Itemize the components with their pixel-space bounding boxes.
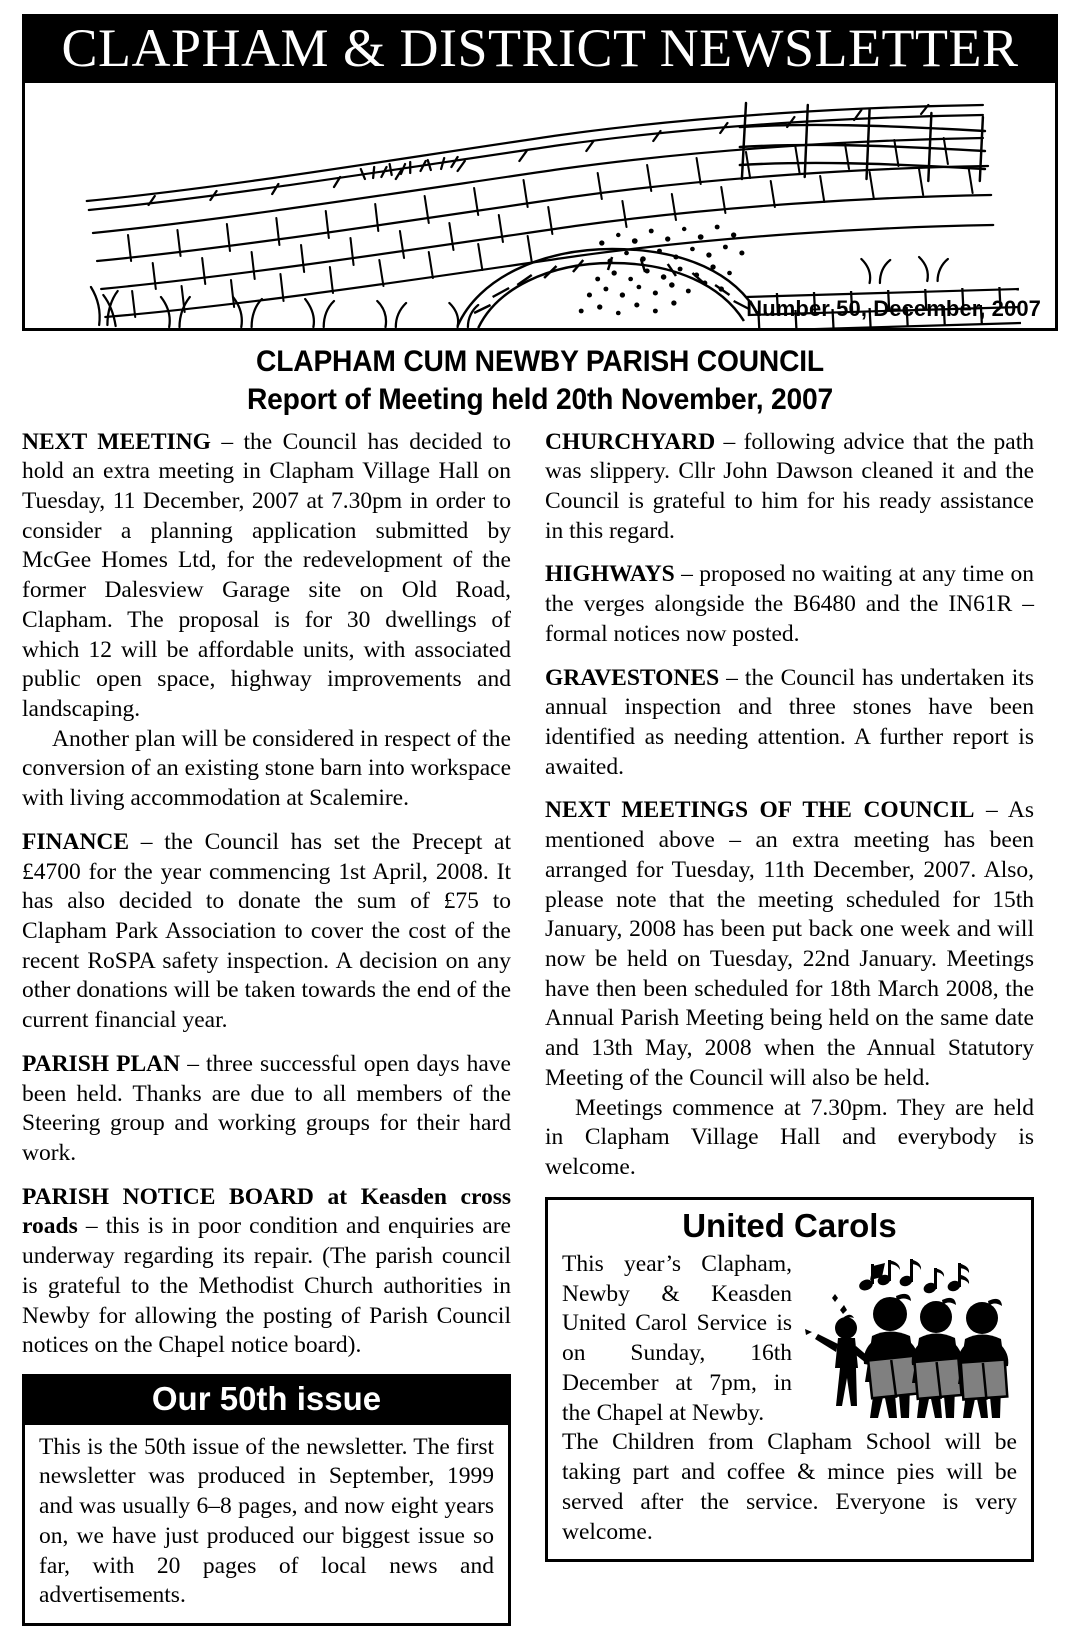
article-columns <box>0 428 1080 1626</box>
section-next-meeting <box>22 428 511 725</box>
masthead <box>22 14 1058 331</box>
fiftieth-issue-body <box>25 1425 508 1623</box>
section-lead-churchyard: CHURCHYARD <box>545 429 715 455</box>
section-lead-next-meeting: NEXT MEETING <box>22 429 211 455</box>
newsletter-page <box>0 14 1080 1615</box>
left-column <box>22 428 511 1626</box>
newsletter-title: CLAPHAM & DISTRICT NEWSLETTER <box>25 21 1055 75</box>
section-churchyard <box>545 428 1034 547</box>
section-text-finance: – the Council has set the Precept at £4700 for the year commencing 1st April, 2008. It has also decided to donate the sum of £75 to Clapham Park Association to cover the cost of the recent RoSPA safety inspection. A decision on any other donations will be taken towards the end of the current financial year. <box>22 829 511 1033</box>
section-text-gravestones: – the Council has undertaken its annual inspection and three stones have been identified as needing attention. A further report is awaited. <box>545 665 1034 780</box>
united-carols-body <box>562 1250 1017 1547</box>
section-highways <box>545 560 1034 649</box>
section-text-parish-plan: – three successful open days have been held. Thanks are due to all members of the Steering group and working groups for their hard work. <box>22 1051 511 1166</box>
section-finance <box>22 828 511 1036</box>
page-subtitle: Report of Meeting held 20th November, 2007 <box>32 382 1047 418</box>
dry-stone-bridge-illustration <box>25 83 1055 328</box>
page-title: CLAPHAM CUM NEWBY PARISH COUNCIL <box>32 345 1047 380</box>
section-lead-parish-plan: PARISH PLAN <box>22 1051 180 1077</box>
section-parish-notice-board <box>22 1183 511 1361</box>
carol-singers-illustration <box>802 1254 1017 1424</box>
united-carols-box <box>545 1197 1034 1562</box>
section-meetings-commence: Meetings commence at 7.30pm. They are held in Clapham Village Hall and everybody is welcome. <box>545 1094 1034 1183</box>
page-title-block <box>0 345 1080 418</box>
section-parish-plan <box>22 1050 511 1169</box>
section-next-meetings-of-council <box>545 796 1034 1093</box>
united-carols-details: The Children from Clapham School will be taking part and coffee & mince pies will be served after the service. Everyone is very welcome. <box>562 1428 1017 1547</box>
section-text-next-meetings: – As mentioned above – an extra meeting has been arranged for Tuesday, 11th December, 2007. Also, please note that the meeting scheduled for 15th January, 2008 has been put back one week and will now be held on Tuesday, 22nd January. Meetings have then been scheduled for 18th March 2008, the Annual Parish Meeting being held on the same date and 13th May, 2008 when the Annual Statutory Meeting of the Council will also be held. <box>545 797 1034 1090</box>
section-lead-gravestones: GRAVESTONES <box>545 665 719 691</box>
united-carols-title: United Carols <box>562 1208 1017 1244</box>
united-carols-intro: This year’s Clapham, Newby & Keasden United Carol Service is on Sunday, 16th December at 7pm, in the Chapel at Newby. <box>562 1250 1017 1428</box>
section-lead-parish-notice-board: PARISH NOTICE BOARD at Keasden cross roads <box>22 1184 511 1240</box>
section-text-highways: – proposed no waiting at any time on the verges alongside the B6480 and the IN61R – formal notices now posted. <box>545 561 1034 646</box>
right-column <box>545 428 1034 1563</box>
section-lead-finance: FINANCE <box>22 829 129 855</box>
fiftieth-issue-text: This is the 50th issue of the newsletter. The first newsletter was produced in September, 1999 and was usually 6–8 pages, and now eight years on, we have just produced our biggest issue so far, with 20 pages of local news and advertisements. <box>39 1433 494 1611</box>
section-gravestones <box>545 664 1034 783</box>
issue-number-label: Number 50, December, 2007 <box>746 296 1041 322</box>
section-lead-highways: HIGHWAYS <box>545 561 675 587</box>
section-text-churchyard: – following advice that the path was slippery. Cllr John Dawson cleaned it and the Council is grateful to him for his ready assistance in this regard. <box>545 429 1034 544</box>
section-lead-next-meetings: NEXT MEETINGS OF THE COUNCIL <box>545 797 974 823</box>
fiftieth-issue-box <box>22 1374 511 1626</box>
fiftieth-issue-title: Our 50th issue <box>25 1377 508 1425</box>
section-next-meeting-continued: Another plan will be considered in respect of the conversion of an existing stone barn into workspace with living accommodation at Scalemire. <box>22 725 511 814</box>
section-text-parish-notice-board: – this is in poor condition and enquiries are underway regarding its repair. (The parish council is grateful to the Methodist Church authorities in Newby for allowing the posting of Parish Council notices on the Chapel notice board). <box>22 1213 511 1358</box>
section-text-next-meeting: – the Council has decided to hold an extra meeting in Clapham Village Hall on Tuesday, 11 December, 2007 at 7.30pm in order to consider a planning application submitted by McGee Homes Ltd, for the redevelopment of the former Dalesview Garage site on Old Road, Clapham. The proposal is for 30 dwellings of which 12 will be affordable units, with associated public open space, highway improvements and landscaping. <box>22 429 511 722</box>
masthead-title-bar <box>25 17 1055 83</box>
